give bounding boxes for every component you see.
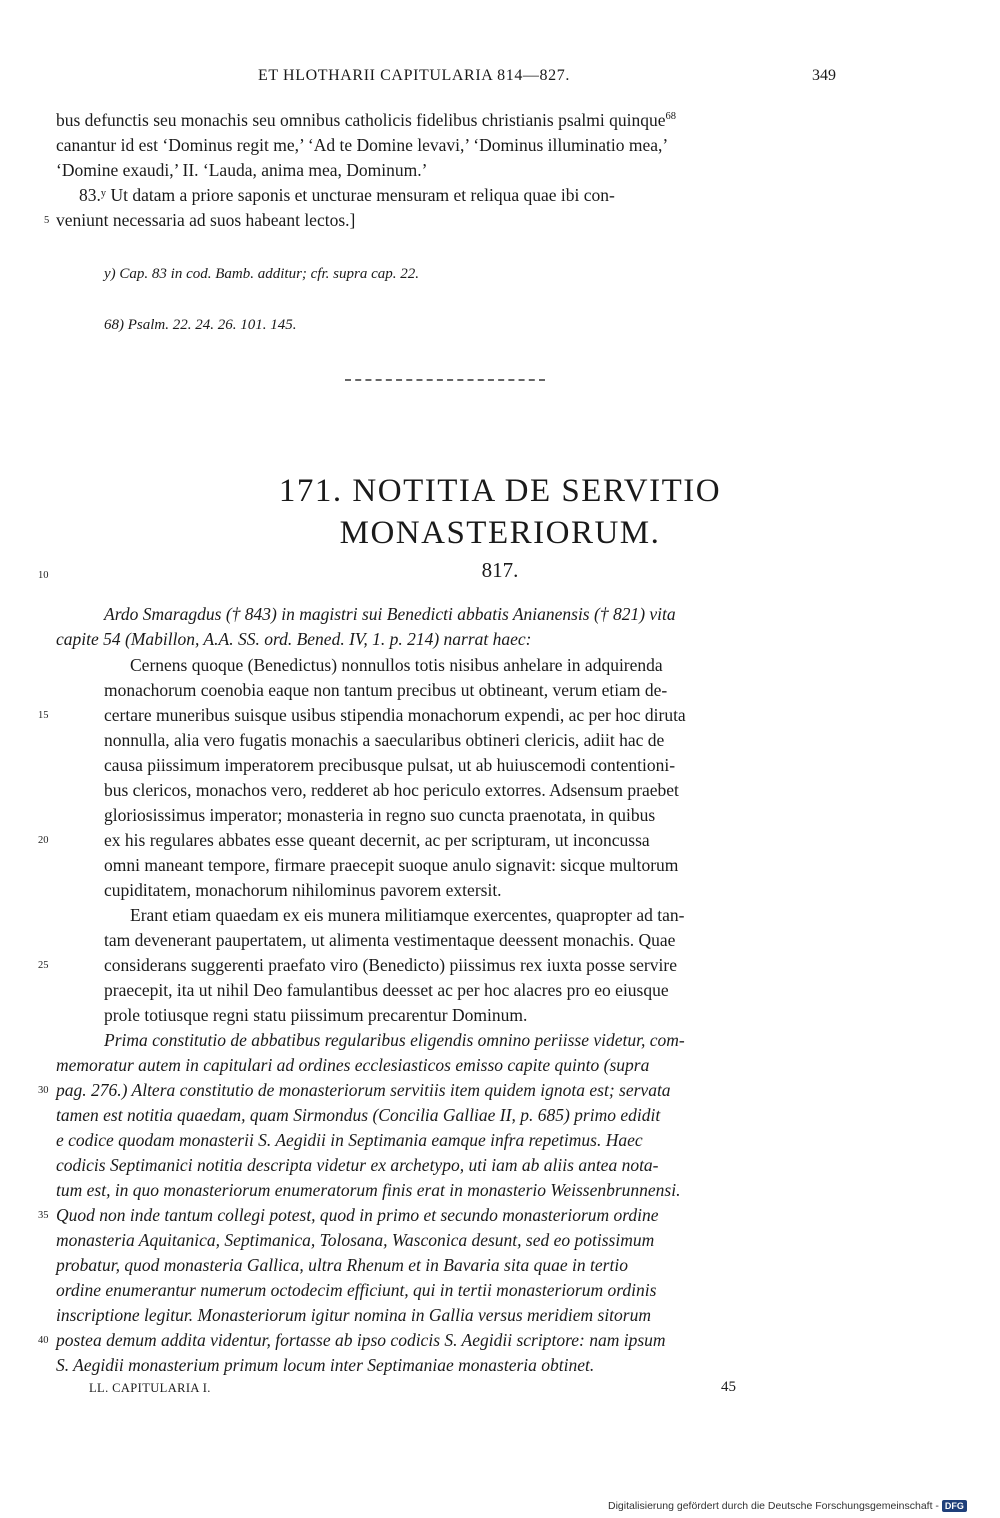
commentary-line: Prima constitutio de abbatibus regularibus eligendis omnino periisse videtur, com- — [104, 1030, 685, 1050]
commentary-line: S. Aegidii monasterium primum locum inter Septimaniae monasteria obtinet. — [56, 1355, 595, 1375]
footnote-68: 68) Psalm. 22. 24. 26. 101. 145. — [104, 317, 297, 333]
top-text-line: bus defunctis seu monachis seu omnibus catholicis fidelibus christianis psalmi quinque$^{68}$ — [56, 110, 676, 130]
footer-series-title: LL. CAPITULARIA I. — [89, 1381, 211, 1395]
line-number: 30 — [38, 1085, 49, 1096]
section-title-cont: MONASTERIORUM. — [339, 515, 661, 551]
quote-line: monachorum coenobia eaque non tantum precibus ut obtineant, verum etiam de- — [104, 680, 668, 700]
digitization-banner — [608, 1500, 967, 1512]
commentary-line: inscriptione legitur. Monasteriorum igitur nomina in Gallia versus meridiem sitorum — [56, 1305, 651, 1325]
quote-line: Erant etiam quaedam ex eis munera militiamque exercentes, quapropter ad tan- — [130, 905, 685, 925]
section-title: 171. NOTITIA DE SERVITIO — [278, 473, 722, 509]
commentary-line: tamen est notitia quaedam, quam Sirmondus (Concilia Galliae II, p. 685) primo edidit — [56, 1105, 661, 1125]
commentary-line: monasteria Aquitanica, Septimanica, Tolosana, Wasconica desunt, sed eo potissimum — [56, 1230, 655, 1250]
commentary-line: Quod non inde tantum collegi potest, quod in primo et secundo monasteriorum ordine — [56, 1205, 659, 1225]
commentary-line: ordine enumerantur numerum octodecim efficiunt, qui in tertii monasteriorum ordinis — [56, 1280, 657, 1300]
intro-line: capite 54 (Mabillon, A.A. SS. ord. Bened. IV, 1. p. 214) narrat haec: — [56, 629, 532, 649]
quote-line: causa piissimum imperatorem precibusque pulsat, ut ab huiuscemodi contentioni- — [104, 755, 676, 775]
commentary-line: memoratur autem in capitulari ad ordines ecclesiasticos emisso capite quinto (supra — [56, 1055, 650, 1075]
quote-line: certare muneribus suisque usibus stipendia monachorum expendi, ac per hoc diruta — [104, 705, 686, 725]
running-title: ET HLOTHARII CAPITULARIA 814—827. — [258, 67, 570, 84]
intro-line: Ardo Smaragdus († 843) in magistri sui Benedicti abbatis Anianensis († 821) vita — [104, 604, 676, 624]
top-text-line: 83.ʸ Ut datam a priore saponis et uncturae mensuram et reliqua quae ibi con- — [79, 185, 615, 205]
top-text-line: veniunt necessaria ad suos habeant lectos.] — [56, 210, 356, 230]
commentary-line: postea demum addita videntur, fortasse ab ipso codicis S. Aegidii scriptore: nam ipsum — [56, 1330, 666, 1350]
section-separator — [345, 379, 545, 383]
section-year: 817. — [481, 558, 519, 582]
commentary-line: codicis Septimanici notitia descripta videtur ex archetypo, uti iam ab aliis antea nota- — [56, 1155, 659, 1175]
line-number: 5 — [44, 215, 50, 226]
quote-line: praecepit, ita ut nihil Deo famulantibus deesset ac per hoc alacres pro eo eiusque — [104, 980, 669, 1000]
quote-line: gloriosissimus imperator; monasteria in regno suo cuncta praenotata, in quibus — [104, 805, 656, 825]
top-text-line: canantur id est ‘Dominus regit me,’ ‘Ad te Domine levavi,’ ‘Dominus illuminatio mea,’ — [56, 135, 669, 155]
commentary-line: probatur, quod monasteria Gallica, ultra Rhenum et in Bavaria sita quae in tertio — [56, 1255, 628, 1275]
line-number: 20 — [38, 835, 49, 846]
quote-line: cupiditatem, monachorum nihilominus pavorem extersit. — [104, 880, 502, 900]
top-text-line: ‘Domine exaudi,’ II. ‘Lauda, anima mea, Dominum.’ — [56, 160, 428, 180]
line-number: 40 — [38, 1335, 49, 1346]
line-number: 35 — [38, 1210, 49, 1221]
line-number: 10 — [38, 570, 49, 581]
quote-line: nonnulla, alia vero fugatis monachis a saecularibus obtineri clericis, adiit hac de — [104, 730, 665, 750]
commentary-line: e codice quodam monasterii S. Aegidii in Septimania eamque infra repetimus. Haec — [56, 1130, 643, 1150]
variant-note-y: y) Cap. 83 in cod. Bamb. additur; cfr. supra cap. 22. — [104, 266, 419, 282]
quote-line: considerans suggerenti praefato viro (Benedicto) piissimus rex iuxta posse servire — [104, 955, 677, 975]
quote-line: tam devenerant paupertatem, ut alimenta vestimentaque deessent monachis. Quae — [104, 930, 676, 950]
quote-line: ex his regulares abbates esse queant decernit, ac per scripturam, ut inconcussa — [104, 830, 650, 850]
footer-signature: 45 — [721, 1379, 736, 1395]
quote-line: bus clericos, monachos vero, redderet ab hoc periculo extorres. Adsensum praebet — [104, 780, 679, 800]
quote-line: omni maneant tempore, firmare praecepit suoque anulo signavit: sicque multorum — [104, 855, 679, 875]
commentary-line: pag. 276.) Altera constitutio de monasteriorum servitiis item quidem ignota est; servata — [56, 1080, 671, 1100]
dfg-logo-icon: DFG — [942, 1500, 967, 1512]
line-number: 25 — [38, 960, 49, 971]
page-number: 349 — [812, 67, 836, 84]
quote-line: prole totiusque regni statu piissimum precarentur Dominum. — [104, 1005, 528, 1025]
quote-line: Cernens quoque (Benedictus) nonnullos totis nisibus anhelare in adquirenda — [130, 655, 663, 675]
commentary-line: tum est, in quo monasteriorum enumeratorum finis erat in monasterio Weissenbrunnensi. — [56, 1180, 681, 1200]
footnote-marker-68: 68 — [665, 111, 676, 123]
banner-text: Digitalisierung gefördert durch die Deutsche Forschungsgemeinschaft - — [608, 1500, 939, 1512]
line-number: 15 — [38, 710, 49, 721]
